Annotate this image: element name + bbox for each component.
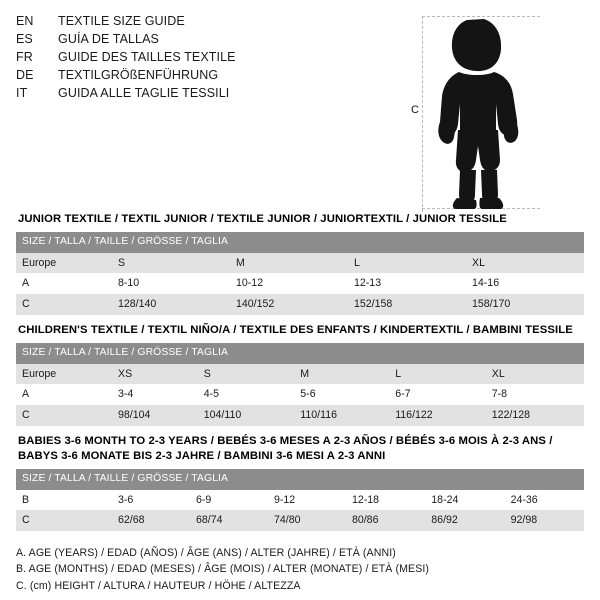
- row-label: A: [22, 277, 30, 290]
- cell: 74/80: [273, 514, 301, 527]
- language-row: [16, 32, 236, 50]
- language-title: GUIDE DES TAILLES TEXTILE: [58, 50, 236, 64]
- cell: M: [300, 367, 310, 380]
- language-title: GUÍA DE TALLAS: [58, 32, 159, 46]
- cell: 5-6: [300, 388, 316, 401]
- language-title: TEXTILE SIZE GUIDE: [58, 14, 185, 28]
- row-label: C: [22, 298, 30, 311]
- cell: 12-13: [354, 277, 382, 290]
- cell: XL: [491, 367, 505, 380]
- height-guide-line: [422, 16, 423, 212]
- cell: 10-12: [236, 277, 264, 290]
- measurement-figure: [404, 14, 554, 214]
- cell: 140/152: [236, 298, 275, 311]
- row-label: Europe: [22, 256, 57, 269]
- size-table-junior: [16, 232, 584, 315]
- cell: 6-7: [395, 388, 411, 401]
- cell: L: [354, 256, 360, 269]
- language-title: GUIDA ALLE TAGLIE TESSILI: [58, 86, 230, 100]
- table-row: [16, 490, 584, 511]
- table-row: [16, 510, 584, 531]
- row-label: Europe: [22, 367, 57, 380]
- table-header-row: [16, 469, 584, 489]
- table-header-row: [16, 343, 584, 363]
- language-code: ES: [16, 32, 33, 46]
- cell: 104/110: [203, 408, 242, 421]
- cell: 110/116: [300, 408, 338, 421]
- language-title: TEXTILGRÖßENFÜHRUNG: [58, 68, 219, 82]
- cell: 3-4: [118, 388, 134, 401]
- section-babies-textile: [16, 430, 584, 531]
- cell: S: [118, 256, 126, 269]
- column-header-size: SIZE / TALLA / TAILLE / GRÖSSE / TAGLIA: [22, 473, 229, 485]
- height-measure-label: C: [411, 104, 419, 116]
- cell: 68/74: [195, 514, 223, 527]
- toddler-silhouette-icon: [434, 18, 544, 215]
- language-code: DE: [16, 68, 34, 82]
- cell: M: [236, 256, 245, 269]
- table-row: [16, 364, 584, 385]
- table-row: [16, 405, 584, 426]
- cell: L: [395, 367, 402, 380]
- column-header-size: SIZE / TALLA / TAILLE / GRÖSSE / TAGLIA: [22, 236, 229, 248]
- section-childrens-textile: [16, 319, 584, 426]
- row-label: C: [22, 514, 30, 527]
- section-title: BABIES 3-6 MONTH TO 2-3 YEARS / BEBÉS 3-6 MESES A 2-3 AÑOS / BÉBÉS 3-6 MOIS À 2-3 ANS / BABYS 3-6 MONATE BIS 2-3 JAHRE / BAMBINI 3-6 MESI A 2-3 ANNI: [18, 434, 553, 462]
- cell: 9-12: [273, 493, 296, 506]
- size-table-children: [16, 343, 584, 426]
- cell: 152/158: [354, 298, 393, 311]
- section-title: JUNIOR TEXTILE / TEXTIL JUNIOR / TEXTILE JUNIOR / JUNIORTEXTIL / JUNIOR TESSILE: [18, 213, 507, 225]
- language-title-list: [16, 14, 236, 104]
- cell: 7-8: [491, 388, 508, 401]
- language-row: [16, 86, 236, 104]
- cell: 12-18: [351, 493, 380, 506]
- language-row: [16, 50, 236, 68]
- cell: XS: [118, 367, 133, 380]
- cell: 92/98: [510, 514, 538, 527]
- cell: 80/86: [351, 514, 379, 527]
- cell: S: [203, 367, 211, 380]
- cell: 86/92: [431, 514, 458, 527]
- table-header-row: [16, 232, 584, 252]
- cell: 128/140: [118, 298, 157, 311]
- language-code: EN: [16, 14, 34, 28]
- section-title: CHILDREN'S TEXTILE / TEXTIL NIÑO/A / TEXTILE DES ENFANTS / KINDERTEXTIL / BAMBINI TESSILE: [18, 323, 573, 336]
- legend-line-c: C. (cm) HEIGHT / ALTURA / HAUTEUR / HÖHE / ALTEZZA: [16, 579, 301, 592]
- cell: 14-16: [472, 277, 500, 290]
- cell: 8-10: [118, 277, 140, 290]
- language-code: FR: [16, 50, 33, 64]
- row-label: C: [22, 408, 30, 421]
- cell: 4-5: [203, 388, 220, 401]
- table-row: [16, 273, 584, 294]
- cell: 18-24: [431, 493, 459, 506]
- cell: XL: [472, 256, 485, 269]
- cell: 98/104: [118, 408, 151, 421]
- cell: 158/170: [472, 298, 511, 311]
- language-row: [16, 68, 236, 86]
- cell: 62/68: [118, 514, 145, 527]
- table-row: [16, 294, 584, 315]
- table-row: [16, 253, 584, 274]
- height-top-line: [422, 16, 540, 17]
- cell: 116/122: [395, 408, 433, 421]
- cell: 3-6: [118, 493, 134, 506]
- legend: [16, 545, 584, 594]
- column-header-size: SIZE / TALLA / TAILLE / GRÖSSE / TAGLIA: [22, 347, 229, 359]
- legend-line-a: A. AGE (YEARS) / EDAD (AÑOS) / ÂGE (ANS) / ALTER (JAHRE) / ETÀ (ANNI): [16, 547, 396, 560]
- header: [16, 14, 584, 204]
- row-label: B: [22, 493, 30, 506]
- legend-line-b: B. AGE (MONTHS) / EDAD (MESES) / ÂGE (MOIS) / ALTER (MONATE) / ETÀ (MESI): [16, 563, 430, 576]
- language-row: [16, 14, 236, 32]
- language-code: IT: [16, 86, 28, 100]
- row-label: A: [22, 388, 30, 401]
- cell: 24-36: [510, 493, 538, 506]
- cell: 122/128: [491, 408, 531, 421]
- size-table-babies: [16, 469, 584, 531]
- table-row: [16, 384, 584, 405]
- cell: 6-9: [195, 493, 212, 506]
- section-junior-textile: [16, 208, 584, 315]
